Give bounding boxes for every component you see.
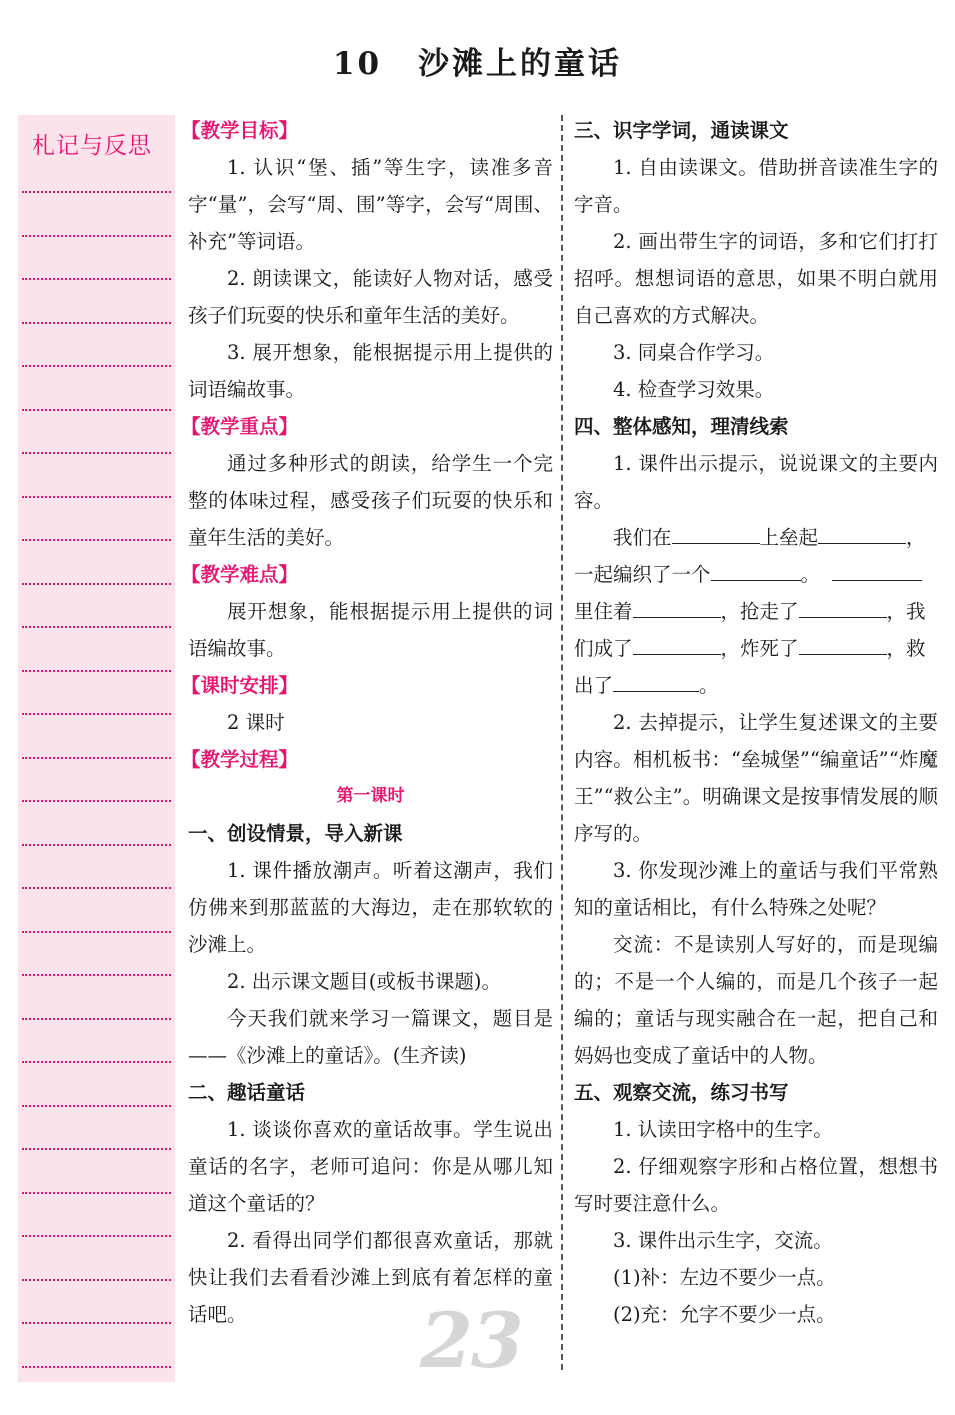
left-text-column: [181, 112, 553, 1333]
key-text: 通过多种形式的朗读，给学生一个完整的体味过程，感受孩子们玩耍的快乐和童年生活的美好。: [188, 452, 553, 549]
paragraph: 1. 认读田字格中的生字。: [613, 1118, 833, 1141]
paragraph: 1. 自由读课文。借助拼音读准生字的字音。: [574, 156, 938, 216]
fill-in-exercise: 们成了 ，炸死了 ，救: [574, 630, 938, 667]
paragraph: 2. 看得出同学们都很喜欢童话，那就快让我们去看看沙滩上到底有着怎样的童话吧。: [188, 1229, 553, 1326]
note-line: [22, 539, 171, 541]
fill-in-exercise: 出了 。: [574, 667, 938, 704]
note-line: [22, 1235, 171, 1237]
note-line: [22, 1279, 171, 1281]
section-heading: 四、整体感知，理清线索: [574, 415, 789, 438]
fill-blank: [672, 521, 760, 544]
page-number: 23: [420, 1296, 522, 1385]
note-line: [22, 235, 171, 237]
note-line: [22, 191, 171, 193]
note-line: [22, 452, 171, 454]
note-line: [22, 1148, 171, 1150]
right-text-column: [574, 112, 938, 1333]
notes-heading: 札记与反思: [32, 133, 152, 159]
note-line: [22, 1018, 171, 1020]
lesson-label: 第一课时: [336, 786, 405, 806]
paragraph: 2. 仔细观察字形和占格位置，想想书写时要注意什么。: [574, 1155, 938, 1215]
schedule-heading: 【课时安排】: [181, 674, 299, 697]
note-line: [22, 713, 171, 715]
paragraph: (1)补：左边不要少一点。: [613, 1266, 836, 1289]
note-line: [22, 626, 171, 628]
fill-blank: [818, 521, 906, 544]
paragraph: 1. 课件播放潮声。听着这潮声，我们仿佛来到那蓝蓝的大海边，走在那软软的沙滩上。: [188, 859, 553, 956]
paragraph: 1. 谈谈你喜欢的童话故事。学生说出童话的名字，老师可追问：你是从哪儿知道这个童话的？: [188, 1118, 553, 1215]
paragraph: 2. 去掉提示，让学生复述课文的主要内容。相机板书：“垒城堡”“编童话”“炸魔王”“救公主”。明确课文是按事情发展的顺序写的。: [574, 711, 938, 845]
fill-blank: [711, 558, 801, 581]
section-heading: 三、识字学词，通读课文: [574, 119, 789, 142]
note-line: [22, 670, 171, 672]
note-line: [22, 844, 171, 846]
fill-in-exercise: 里住着 ，抢走了 ，我: [574, 593, 938, 630]
section-heading: 二、趣话童话: [188, 1081, 306, 1104]
goal-item: 2. 朗读课文，能读好人物对话，感受孩子们玩耍的快乐和童年生活的美好。: [188, 267, 553, 327]
note-line: [22, 1366, 171, 1368]
fill-blank: [633, 632, 721, 655]
paragraph: 今天我们就来学习一篇课文，题目是——《沙滩上的童话》。(生齐读): [188, 1007, 553, 1067]
paragraph: 3. 课件出示生字，交流。: [613, 1229, 833, 1252]
paragraph: 4. 检查学习效果。: [613, 378, 775, 401]
process-heading: 【教学过程】: [181, 748, 299, 771]
note-line: [22, 1061, 171, 1063]
fill-blank: [832, 558, 922, 581]
key-heading: 【教学重点】: [181, 415, 299, 438]
notes-sidebar: [18, 115, 175, 1382]
note-line: [22, 583, 171, 585]
note-line: [22, 887, 171, 889]
paragraph: 2. 画出带生字的词语，多和它们打打招呼。想想词语的意思，如果不明白就用自己喜欢的方式解决。: [574, 230, 938, 327]
note-line: [22, 1322, 171, 1324]
difficulty-text: 展开想象，能根据提示用上提供的词语编故事。: [188, 600, 553, 660]
difficulty-heading: 【教学难点】: [181, 563, 299, 586]
schedule-text: 2 课时: [227, 711, 285, 734]
fill-blank: [799, 595, 887, 618]
page-title: [0, 38, 955, 83]
section-heading: 五、观察交流，练习书写: [574, 1081, 789, 1104]
fill-in-exercise: 我们在 上垒起 ，: [574, 519, 938, 556]
note-line: [22, 931, 171, 933]
goal-heading: 【教学目标】: [181, 119, 299, 142]
note-line: [22, 1192, 171, 1194]
note-line: [22, 278, 171, 280]
paragraph: 1. 课件出示提示，说说课文的主要内容。: [574, 452, 938, 512]
paragraph: 2. 出示课文题目(或板书课题)。: [227, 970, 502, 993]
note-line: [22, 322, 171, 324]
fill-in-exercise: 一起编织了一个 。: [574, 556, 938, 593]
note-line: [22, 800, 171, 802]
note-line: [22, 1105, 171, 1107]
lesson-number: 10: [332, 46, 383, 82]
note-line: [22, 409, 171, 411]
fill-blank: [799, 632, 887, 655]
note-line: [22, 365, 171, 367]
column-divider: [561, 115, 563, 1370]
paragraph: (2)充：允字不要少一点。: [613, 1303, 836, 1326]
paragraph: 交流：不是读别人写好的，而是现编的；不是一个人编的，而是几个孩子一起编的；童话与现实融合在一起，把自己和妈妈也变成了童话中的人物。: [574, 933, 938, 1067]
note-line: [22, 496, 171, 498]
goal-item: 3. 展开想象，能根据提示用上提供的词语编故事。: [188, 341, 553, 401]
paragraph: 3. 同桌合作学习。: [613, 341, 775, 364]
fill-blank: [613, 669, 699, 692]
paragraph: 3. 你发现沙滩上的童话与我们平常熟知的童话相比，有什么特殊之处呢？: [574, 859, 938, 919]
fill-blank: [633, 595, 721, 618]
lesson-title: 沙滩上的童话: [418, 46, 623, 82]
note-line: [22, 974, 171, 976]
section-heading: 一、创设情景，导入新课: [188, 822, 403, 845]
note-line: [22, 757, 171, 759]
goal-item: 1. 认识“堡、插”等生字，读准多音字“量”，会写“周、围”等字，会写“周围、补充”等词语。: [188, 156, 553, 253]
